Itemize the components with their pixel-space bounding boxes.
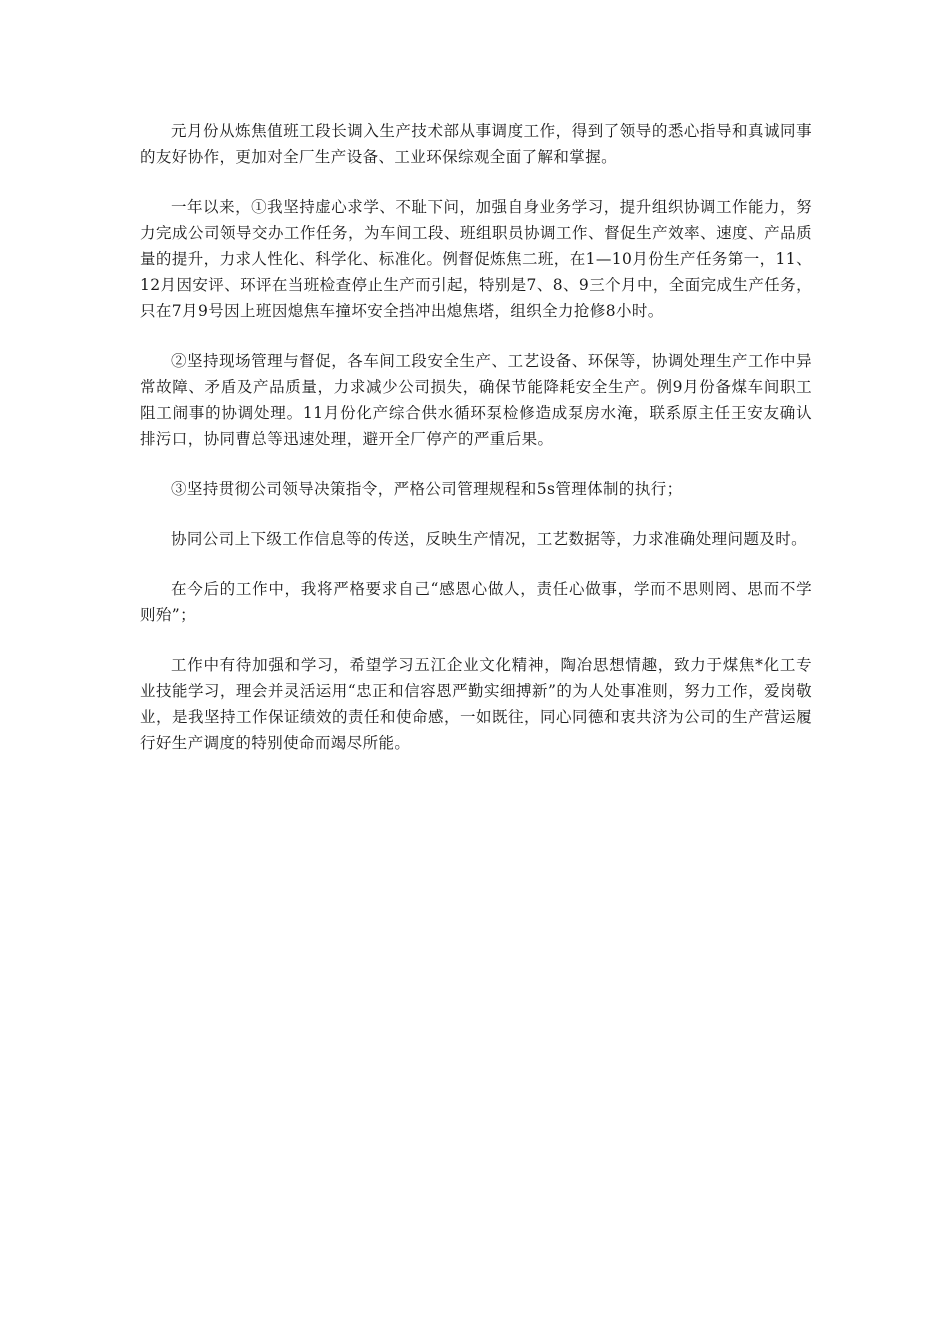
document-body: [140, 118, 812, 780]
paragraph-improvement: 工作中有待加强和学习，希望学习五江企业文化精神，陶冶思想情趣，致力于煤焦*化工专业技能学习，理会并灵活运用“忠正和信容恩严勤实细搏新”的为人处事准则，努力工作，爱岗敬业，是我坚持工作保证绩效的责任和使命感，一如既往，同心同德和衷共济为公司的生产营运履行好生产调度的特别使命而竭尽所能。: [140, 656, 812, 752]
paragraph-future: 在今后的工作中，我将严格要求自己“感恩心做人，责任心做事，学而不思则罔、思而不学则殆”；: [140, 580, 812, 624]
paragraph-study: 一年以来，①我坚持虚心求学、不耻下问，加强自身业务学习，提升组织协调工作能力，努力完成公司领导交办工作任务，为车间工段、班组职员协调工作、督促生产效率、速度、产品质量的提升，力求人性化、科学化、标准化。例督促炼焦二班，在1—10月份生产任务第一，11、12月因安评、环评在当班检查停止生产而引起，特别是7、8、9三个月中，全面完成生产任务，只在7月9号因上班因熄焦车撞坏安全挡冲出熄焦塔，组织全力抢修8小时。: [140, 198, 812, 320]
paragraph-transfer: 元月份从炼焦值班工段长调入生产技术部从事调度工作，得到了领导的悉心指导和真诚同事的友好协作，更加对全厂生产设备、工业环保综观全面了解和掌握。: [140, 122, 812, 166]
paragraph-directives: ③坚持贯彻公司领导决策指令，严格公司管理规程和5s管理体制的执行；: [171, 480, 683, 498]
paragraph-site-management: ②坚持现场管理与督促，各车间工段安全生产、工艺设备、环保等，协调处理生产工作中异常故障、矛盾及产品质量，力求减少公司损失，确保节能降耗安全生产。例9月份备煤车间职工阻工闹事的协调处理。11月份化产综合供水循环泵检修造成泵房水淹，联系原主任王安友确认排污口，协同曹总等迅速处理，避开全厂停产的严重后果。: [140, 352, 812, 448]
paragraph-communication: 协同公司上下级工作信息等的传送，反映生产情况，工艺数据等，力求准确处理问题及时。: [171, 530, 808, 548]
